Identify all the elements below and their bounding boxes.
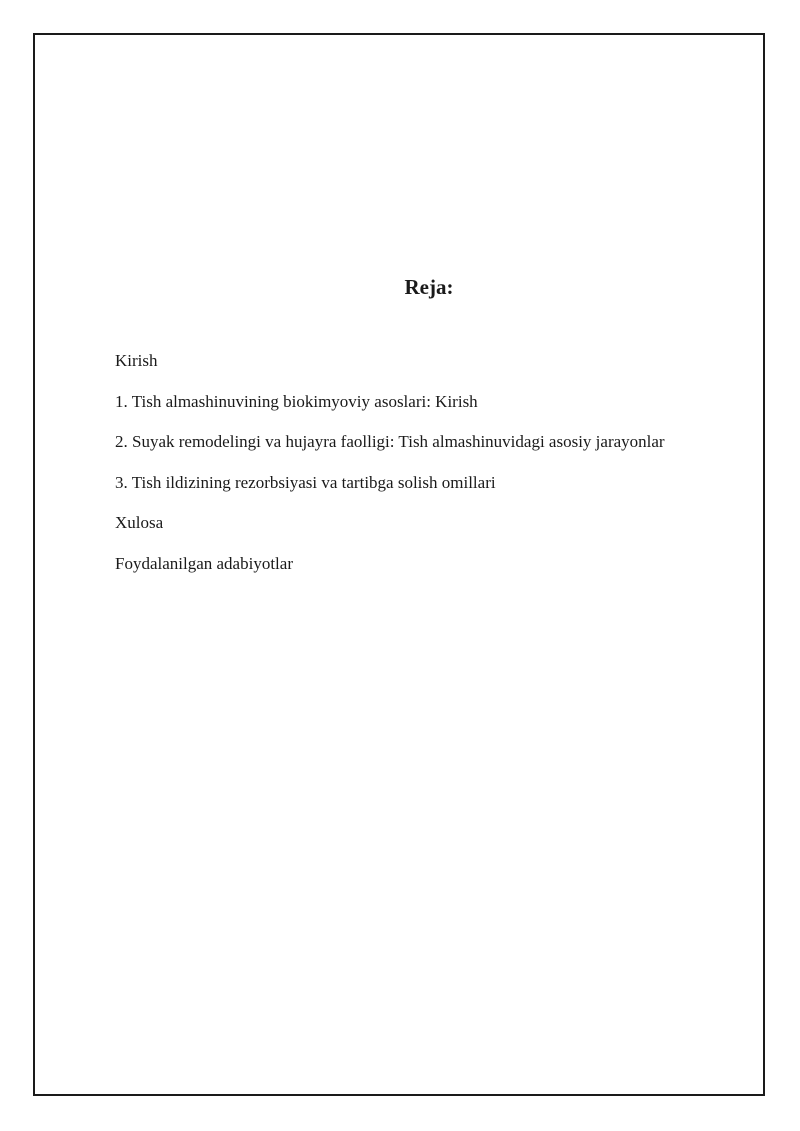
toc-item-section-3: 3. Tish ildizining rezorbsiyasi va tartibga solish omillari — [115, 472, 496, 492]
table-of-contents — [115, 349, 665, 592]
toc-item-conclusion: Xulosa — [115, 513, 164, 532]
page-title: Reja: — [404, 275, 454, 299]
toc-item-section-2: 2. Suyak remodelingi va hujayra faolligi: Tish almashinuvidagi asosiy jarayonlar — [115, 432, 665, 451]
toc-item-introduction: Kirish — [115, 351, 158, 370]
toc-item-section-1: 1. Tish almashinuvining biokimyoviy asoslari: Kirish — [115, 391, 478, 411]
toc-item-references: Foydalanilgan adabiyotlar — [115, 553, 293, 573]
